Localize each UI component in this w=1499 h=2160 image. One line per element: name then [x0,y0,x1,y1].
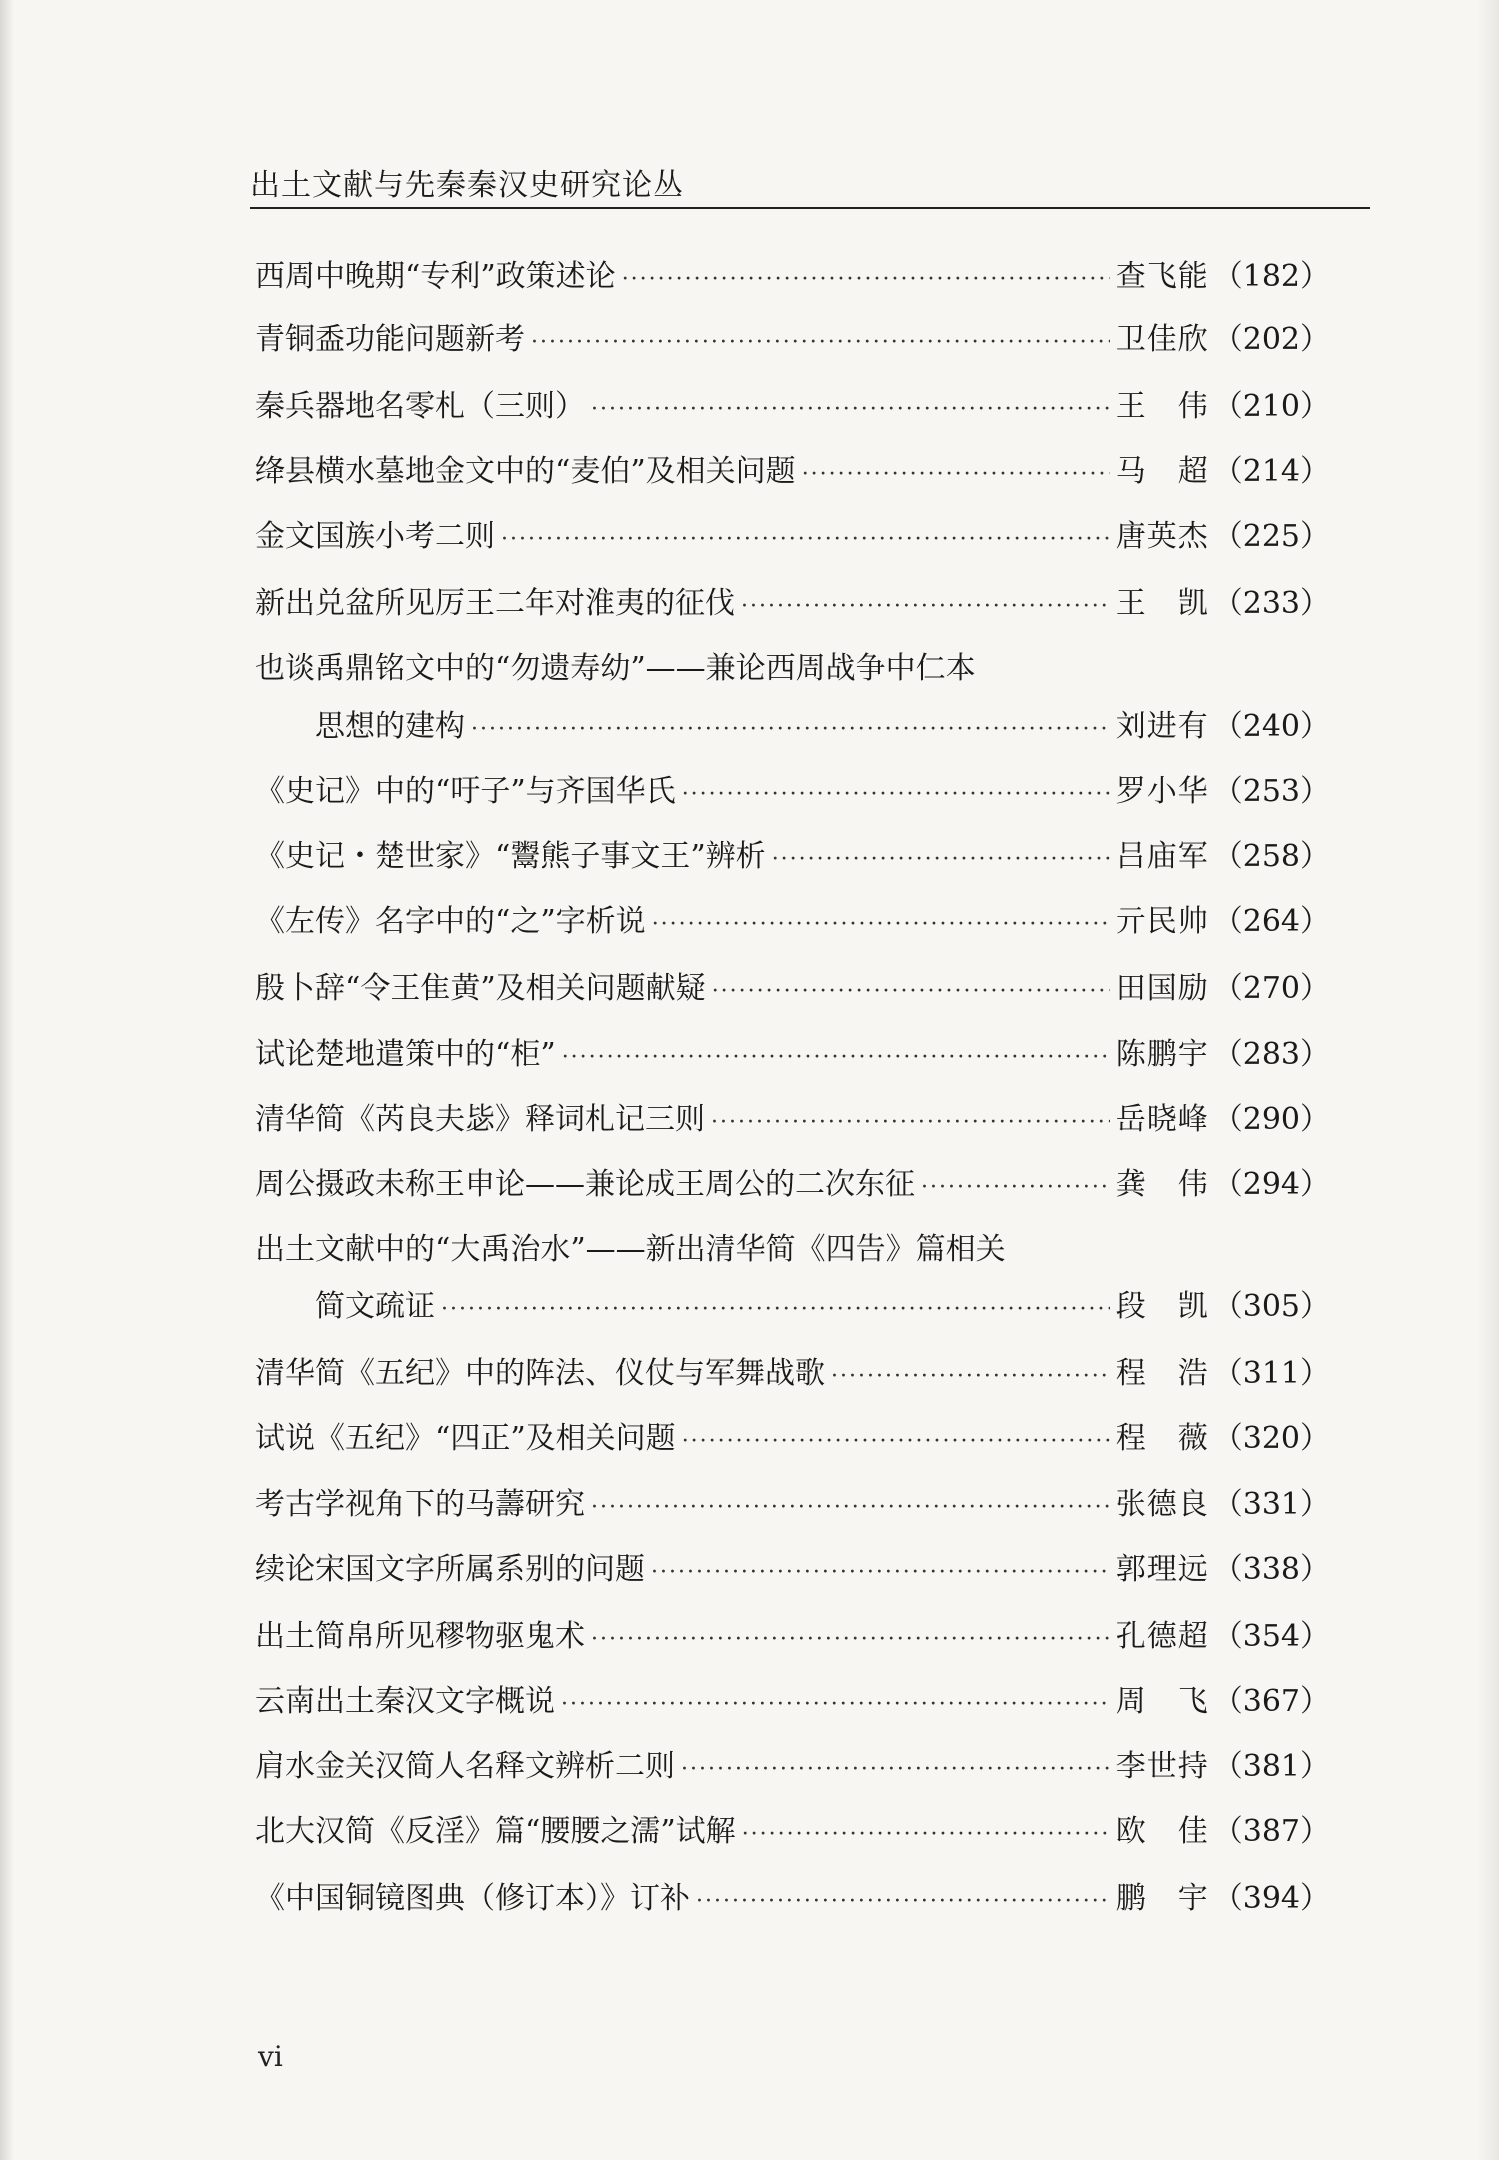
toc-entry-title: 肩水金关汉简人名释文辨析二则 [255,1749,675,1784]
dot-leader [591,1486,1110,1530]
dot-leader [921,1166,1110,1210]
toc-entry [255,255,1330,299]
dot-leader [682,773,1110,817]
toc-entry-title: 试论楚地遣策中的“柜” [255,1037,556,1072]
toc-entry-author: 龚 伟 [1115,1167,1209,1202]
dot-leader [471,708,1110,752]
dot-leader [741,585,1110,629]
toc-entry [255,1285,1330,1329]
dot-leader [622,258,1110,302]
toc-entry-author: 岳晓峰 [1115,1102,1209,1137]
toc-entry-title: 青铜盉功能问题新考 [255,322,525,357]
dot-leader [591,1618,1110,1662]
dot-leader [591,388,1110,432]
toc-entry-author: 田国励 [1115,971,1209,1006]
dot-leader [681,1748,1110,1792]
toc-entry-page: （305） [1212,1289,1330,1324]
toc-entry-title: 殷卜辞“令王隹黄”及相关问题献疑 [255,971,706,1006]
toc-entry-page: （258） [1212,839,1330,874]
toc-entry-page: （225） [1212,519,1330,554]
toc-entry [255,1352,1330,1396]
toc-entry-title: 《中国铜镜图典（修订本）》订补 [255,1881,690,1916]
dot-leader [561,1683,1110,1727]
dot-leader [682,1420,1110,1464]
dot-leader [501,518,1110,562]
toc-entry-title: 出土简帛所见穋物驱鬼术 [255,1619,585,1654]
toc-entry-page: （294） [1212,1167,1330,1202]
toc-entry [255,1810,1330,1854]
toc-entry [255,967,1330,1011]
page-edge [1477,0,1499,2160]
toc-entry-page: （253） [1212,774,1330,809]
dot-leader [441,1288,1110,1332]
toc-entry [255,1615,1330,1659]
toc-entry-page: （394） [1212,1881,1330,1916]
toc-entry-title: 西周中晚期“专利”政策述论 [255,259,616,294]
toc-entry-title: 《史记》中的“吁子”与齐国华氏 [255,774,676,809]
toc-entry-title: 续论宋国文字所属系别的问题 [255,1552,645,1587]
dot-leader [831,1355,1110,1399]
toc-entry-author: 鹏 宇 [1115,1881,1209,1916]
dot-leader [742,1813,1110,1857]
toc-entry-title: 也谈禹鼎铭文中的“勿遗寿幼”——兼论西周战争中仁本 [255,651,976,686]
toc-entry-author: 查飞能 [1115,259,1209,294]
toc-entry-page: （283） [1212,1037,1330,1072]
toc-entry-author: 罗小华 [1115,774,1209,809]
toc-entry-title: 金文国族小考二则 [255,519,495,554]
toc-entry-page: （367） [1212,1684,1330,1719]
toc-entry-title: 清华简《芮良夫毖》释词札记三则 [255,1102,705,1137]
toc-entry-first-line [255,1228,1330,1272]
toc-entry-author: 唐英杰 [1115,519,1209,554]
toc-entry [255,1163,1330,1207]
toc-entry-title: 新出兑盆所见厉王二年对淮夷的征伐 [255,586,735,621]
toc-entry-title: 周公摄政未称王申论——兼论成王周公的二次东征 [255,1167,915,1202]
toc-entry-title: 试说《五纪》“四正”及相关问题 [255,1421,676,1456]
toc-entry [255,1098,1330,1142]
toc-entry-page: （214） [1212,454,1330,489]
toc-entry-page: （264） [1212,904,1330,939]
toc-entry-author: 吕庙军 [1115,839,1209,874]
toc-entry-author: 孔德超 [1115,1619,1209,1654]
toc-entry [255,385,1330,429]
toc-entry-page: （270） [1212,971,1330,1006]
toc-entry [255,1680,1330,1724]
toc-entry [255,1033,1330,1077]
toc-entry [255,705,1330,749]
running-header: 出土文献与先秦秦汉史研究论丛 [250,168,684,203]
toc-entry [255,1745,1330,1789]
toc-entry-author: 周 飞 [1115,1684,1209,1719]
toc-entry [255,1548,1330,1592]
toc-entry-title: 绛县横水墓地金文中的“麦伯”及相关问题 [255,454,796,489]
toc-entry [255,770,1330,814]
toc-entry-page: （290） [1212,1102,1330,1137]
toc-entry-author: 卫佳欣 [1115,322,1209,357]
toc-entry-page: （381） [1212,1749,1330,1784]
toc-entry-page: （210） [1212,389,1330,424]
toc-entry-title: 清华简《五纪》中的阵法、仪仗与军舞战歌 [255,1356,825,1391]
toc-entry-page: （387） [1212,1814,1330,1849]
toc-entry-page: （233） [1212,586,1330,621]
toc-entry-title: 北大汉简《反淫》篇“腰腰之濡”试解 [255,1814,736,1849]
toc-entry-author: 欧 佳 [1115,1814,1209,1849]
toc-entry [255,515,1330,559]
toc-entry-author: 郭理远 [1115,1552,1209,1587]
toc-entry-page: （338） [1212,1552,1330,1587]
toc-entry [255,900,1330,944]
toc-entry-title: 考古学视角下的马薵研究 [255,1487,585,1522]
toc-entry-page: （311） [1212,1356,1330,1391]
toc-entry [255,1877,1330,1921]
toc-entry [255,1483,1330,1527]
toc-entry-title: 出土文献中的“大禹治水”——新出清华简《四告》篇相关 [255,1232,1006,1267]
dot-leader [712,970,1110,1014]
toc-entry-author: 程 浩 [1115,1356,1209,1391]
toc-entry-title: 秦兵器地名零札（三则） [255,389,585,424]
toc-entry-title: 思想的建构 [315,709,465,744]
toc-entry-author: 马 超 [1115,454,1209,489]
toc-entry-author: 亓民帅 [1115,904,1209,939]
toc-entry-page: （320） [1212,1421,1330,1456]
toc-entry-page: （240） [1212,709,1330,744]
dot-leader [531,321,1110,365]
header-rule [250,207,1370,209]
toc-entry-first-line [255,647,1330,691]
dot-leader [696,1880,1110,1924]
toc-entry-title: 简文疏证 [315,1289,435,1324]
toc-entry-page: （182） [1212,259,1330,294]
dot-leader [562,1036,1110,1080]
toc-entry-author: 刘进有 [1115,709,1209,744]
toc-entry [255,582,1330,626]
toc-entry-author: 李世持 [1115,1749,1209,1784]
dot-leader [772,838,1110,882]
toc-entry-author: 张德良 [1115,1487,1209,1522]
toc-entry-author: 程 薇 [1115,1421,1209,1456]
dot-leader [652,903,1110,947]
toc-entry [255,835,1330,879]
page-gutter-shadow [0,0,14,2160]
toc-entry-page: （331） [1212,1487,1330,1522]
dot-leader [802,453,1110,497]
toc-entry-page: （202） [1212,322,1330,357]
toc-entry-title: 《左传》名字中的“之”字析说 [255,904,646,939]
toc-entry-page: （354） [1212,1619,1330,1654]
dot-leader [711,1101,1110,1145]
toc-entry-author: 王 凯 [1115,586,1209,621]
toc-entry-title: 《史记・楚世家》“鬻熊子事文王”辨析 [255,839,766,874]
toc-entry-author: 陈鹏宇 [1115,1037,1209,1072]
toc-entry-author: 段 凯 [1115,1289,1209,1324]
toc-entry [255,318,1330,362]
dot-leader [651,1551,1110,1595]
toc-entry-author: 王 伟 [1115,389,1209,424]
toc-entry [255,450,1330,494]
toc-entry-title: 云南出土秦汉文字概说 [255,1684,555,1719]
toc-entry [255,1417,1330,1461]
page-number: vi [258,2040,283,2073]
